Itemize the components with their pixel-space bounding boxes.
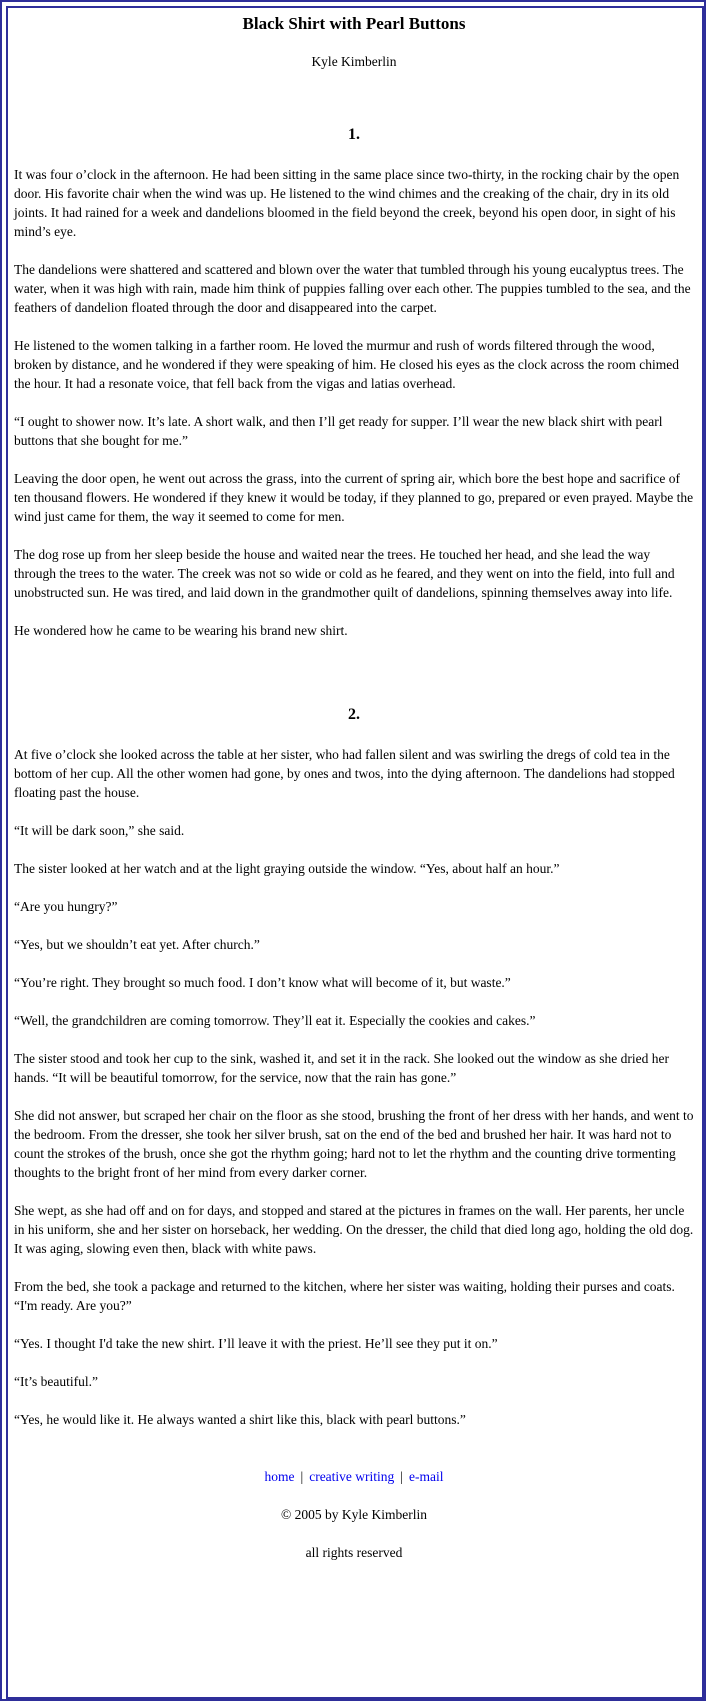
rights-notice: all rights reserved (305, 1545, 403, 1560)
paragraph: The dandelions were shattered and scattered and blown over the water that tumbled through his young eucalyptus trees. The water, when it was high with rain, made him think of puppies falling over each other. The puppies tumbled to the sea, and the feathers of dandelion floated through the door and disappeared into the carpet. (14, 262, 691, 315)
footer-nav (14, 1467, 694, 1486)
page-content (14, 10, 694, 1581)
paragraph: He wondered how he came to be wearing his brand new shirt. (14, 623, 348, 638)
paragraph: “Well, the grandchildren are coming tomorrow. They’ll eat it. Especially the cookies and cakes.” (14, 1013, 536, 1028)
creative-writing-link[interactable]: creative writing (309, 1469, 395, 1484)
paragraph: “It’s beautiful.” (14, 1374, 98, 1389)
nav-separator: | (400, 1469, 403, 1484)
paragraph: The dog rose up from her sleep beside the house and waited near the trees. He touched her head, and she lead the way through the trees to the water. The creek was not so wide or cold as he feared, and they went on into the field, into full and unobstructed sun. He was tired, and laid down in the grandmother quilt of dandelions, spinning themselves away into life. (14, 547, 675, 600)
paragraph: From the bed, she took a package and returned to the kitchen, where her sister was waiting, holding their purses and coats. “I'm ready. Are you?” (14, 1279, 675, 1313)
home-link[interactable]: home (264, 1469, 295, 1484)
section-heading: 2. (348, 706, 360, 723)
paragraph: Leaving the door open, he went out across the grass, into the current of spring air, which bore the best hope and sacrifice of ten thousand flowers. He wondered if they knew it would be today, if they planned to go, prepared or even prayed. Maybe the wind just came for them, the way it seemed to come for men. (14, 471, 694, 524)
email-link[interactable]: e-mail (409, 1469, 444, 1484)
section-1 (14, 125, 694, 640)
paragraph: The sister looked at her watch and at the light graying outside the window. “Yes, about half an hour.” (14, 861, 560, 876)
page-footer (14, 1467, 694, 1562)
paragraph: “I ought to shower now. It’s late. A short walk, and then I’ll get ready for supper. I’ll wear the new black shirt with pearl buttons that she bought for me.” (14, 414, 663, 448)
copyright-notice: © 2005 by Kyle Kimberlin (281, 1507, 427, 1522)
paragraph: He listened to the women talking in a farther room. He loved the murmur and rush of words filtered through the wood, broken by distance, and he wondered if they were speaking of him. He closed his eyes as the clock across the room chimed the hour. It had a resonate voice, that fell back from the vigas and latias overhead. (14, 338, 680, 391)
nav-separator: | (300, 1469, 304, 1484)
paragraph: It was four o’clock in the afternoon. He had been sitting in the same place since two-thirty, in the rocking chair by the open door. His favorite chair when the wind was up. He listened to the wind chimes and the creaking of the chair, dry in its old joints. It had rained for a week and dandelions bloomed in the field beyond the creek, beyond his open door, in sight of his mind’s eye. (14, 167, 680, 239)
section-heading: 1. (348, 126, 360, 143)
paragraph: The sister stood and took her cup to the sink, washed it, and set it in the rack. She looked out the window as she dried her hands. “It will be beautiful tomorrow, for the service, now that the rain has gone.” (14, 1051, 669, 1085)
paragraph: “It will be dark soon,” she said. (14, 823, 185, 838)
paragraph: At five o’clock she looked across the table at her sister, who had fallen silent and was swirling the dregs of cold tea in the bottom of her cup. All the other women had gone, by ones and twos, into the dying afternoon. The dandelions had stopped floating past the house. (14, 747, 675, 800)
paragraph: She wept, as she had off and on for days, and stopped and stared at the pictures in frames on the wall. Her parents, her uncle in his uniform, she and her sister on horseback, her wedding. On the dresser, the child that died long ago, holding the old dog. It was aging, slowing even then, black with white paws. (14, 1203, 694, 1256)
paragraph: She did not answer, but scraped her chair on the floor as she stood, brushing the front of her dress with her hands, and went to the bedroom. From the dresser, she took her silver brush, sat on the end of the bed and brushed her hair. It was hard not to count the strokes of the brush, once she got the rhythm going; hard not to let the rhythm and the counting drive tormenting thoughts to the bright front of her mind from every darker corner. (14, 1108, 694, 1180)
paragraph: “You’re right. They brought so much food. I don’t know what will become of it, but waste.” (14, 975, 511, 990)
paragraph: “Are you hungry?” (14, 899, 118, 914)
paragraph: “Yes. I thought I'd take the new shirt. I’ll leave it with the priest. He’ll see they put it on.” (14, 1336, 498, 1351)
paragraph: “Yes, but we shouldn’t eat yet. After church.” (14, 937, 260, 952)
story-title: Black Shirt with Pearl Buttons (242, 14, 466, 33)
section-2 (14, 705, 694, 1429)
author-name: Kyle Kimberlin (311, 54, 397, 69)
paragraph: “Yes, he would like it. He always wanted a shirt like this, black with pearl buttons.” (14, 1412, 466, 1427)
